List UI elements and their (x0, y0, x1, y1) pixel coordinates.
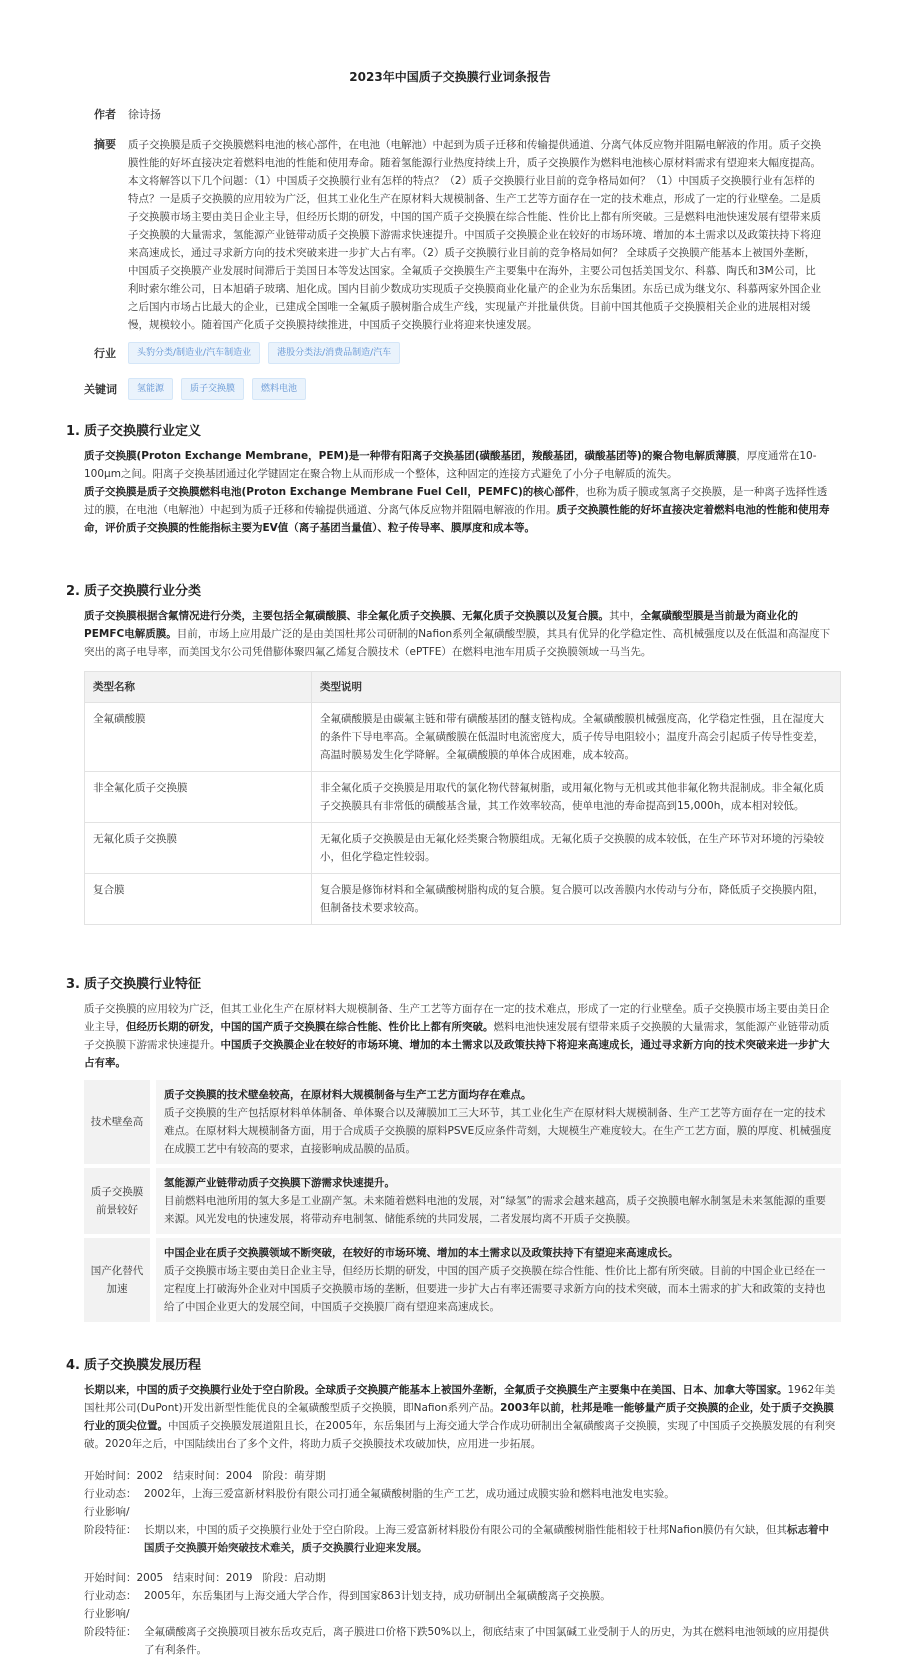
characteristic-item (84, 1168, 841, 1234)
table-header: 类型名称 (85, 672, 312, 703)
type-name: 非全氟化质子交换膜 (85, 772, 312, 823)
type-desc: 复合膜是修饰材料和全氟磺酸树脂构成的复合膜。复合膜可以改善膜内水传动与分布，降低质子交换膜内阻，但制备技术要求较高。 (312, 874, 841, 925)
author-label: 作者 (94, 108, 116, 121)
section-heading: 1. 质子交换膜行业定义 (66, 424, 202, 439)
characteristic-text: 质子交换膜的生产包括原材料单体制备、单体聚合以及薄膜加工三大环节，其工业化生产在原材料大规模制备、生产工艺等方面存在一定的技术难点。在原材料大规模制备方面，用于合成质子交换膜的原料PSVE反应条件苛刻，大规模生产难度较大。在生产工艺方面，膜的厚度、机械强度在成膜工艺中有较高的要求，直接影响成品膜的品质。 (164, 1107, 832, 1155)
table-row (85, 823, 841, 874)
characteristic-body (156, 1238, 841, 1322)
characteristic-body (156, 1080, 841, 1164)
paragraph: 长期以来，中国的质子交换膜行业处于空白阶段。全球质子交换膜产能基本上被国外垄断，全氟质子交换膜生产主要集中在美国、日本、加拿大等国家。1962年美国杜邦公司(DuPont)开发出新型性能优良的全氟磺酸型质子交换膜，即Nafion系列产品。2003年以前，杜邦是唯一能够量产质子交换膜的企业，处于质子交换膜行业的顶尖位置。中国质子交换膜发展道阻且长，在2005年，东岳集团与上海交通大学合作成功研制出全氟磺酸离子交换膜，实现了中国质子交换膜发展的有利突破。2020年之后，中国陆续出台了多个文件，将助力质子交换膜技术攻破加快，应用进一步拓展。 (84, 1384, 836, 1450)
keyword-tag[interactable]: 质子交换膜 (181, 378, 244, 400)
industry-tag[interactable]: 头豹分类/制造业/汽车制造业 (128, 342, 260, 364)
page-title: 2023年中国质子交换膜行业词条报告 (349, 70, 551, 84)
characteristic-label: 质子交换膜前景较好 (84, 1168, 150, 1234)
abstract-text: 质子交换膜是质子交换膜燃料电池的核心部件，在电池（电解池）中起到为质子迁移和传输提供通道、分离气体反应物并阻隔电解液的作用。质子交换膜性能的好坏直接决定着燃料电池的性能和使用寿命。随着氢能源行业热度持续上升，质子交换膜作为燃料电池核心原材料需求有望迎来大幅度提高。本文将解答以下几个问题：（1）中国质子交换膜行业有怎样的特点？（2）质子交换膜行业目前的竞争格局如何？（1）中国质子交换膜行业有怎样的特点？一是质子交换膜的应用较为广泛，但其工业化生产在原材料大规模制备、生产工艺等方面存在一定的技术难点，形成了一定的行业壁垒。二是质子交换膜市场主要由美日企业主导，但经历长期的研发，中国的国产质子交换膜在综合性能、性价比上都有所突破。三是燃料电池快速发展有望带来质子交换膜的大量需求，氢能源产业链带动质子交换膜下游需求快速提升。中国质子交换膜企业在较好的市场环境、增加的本土需求以及政策扶持下将迎来高速成长，通过寻求新方向的技术突破来进一步扩大占有率。（2）质子交换膜行业目前的竞争格局如何？ 全球质子交换膜产能基本上被国外垄断，中国质子交换膜产业发展时间滞后于美国日本等发达国家。全氟质子交换膜生产主要集中在海外，主要公司包括美国戈尔、科慕、陶氏和3M公司，比利时索尔维公司，日本旭硝子玻璃、旭化成。国内目前少数成功实现质子交换膜商业化量产的企业为东岳集团。东岳已成为继戈尔、科慕两家外国企业之后国内市场占比最大的企业，已建成全国唯一全氟质子膜树脂合成生产线，实现量产并批量供货。目前中国其他质子交换膜相关企业的进展相对缓慢，规模较小。随着国产化质子交换膜持续推进，中国质子交换膜行业将迎来快速发展。 (128, 139, 821, 331)
section-heading: 3. 质子交换膜行业特征 (66, 977, 202, 992)
table-row (85, 772, 841, 823)
characteristic-label: 国产化替代加速 (84, 1238, 150, 1322)
section-definition (66, 423, 836, 537)
abstract-label: 摘要 (94, 138, 116, 151)
section-classification (66, 583, 836, 925)
section-heading: 4. 质子交换膜发展历程 (66, 1358, 202, 1373)
type-name: 全氟磺酸膜 (85, 703, 312, 772)
keyword-tag[interactable]: 燃料电池 (252, 378, 306, 400)
paragraph: 质子交换膜是质子交换膜燃料电池(Proton Exchange Membrane Fuel Cell，PEMFC)的核心部件，也称为质子膜或氢离子交换膜，是一种离子选择性透过的膜，在电池（电解池）中起到为质子迁移和传输提供通道、分离气体反应物并阻隔电解液的作用。质子交换膜性能的好坏直接决定着燃料电池的性能和使用寿命，评价质子交换膜的性能指标主要为EV值（离子基团当量值）、粒子传导率、膜厚度和成本等。 (84, 486, 830, 534)
characteristic-heading: 中国企业在质子交换膜领域不断突破，在较好的市场环境、增加的本土需求以及政策扶持下有望迎来高速成长。 (164, 1247, 679, 1259)
classification-table (84, 671, 841, 925)
industry-tag[interactable]: 港股分类法/消费品制造/汽车 (268, 342, 400, 364)
characteristic-item (84, 1080, 841, 1164)
stage-feature: 阶段特征： 长期以来，中国的质子交换膜行业处于空白阶段。上海三爱富新材料股份有限公司的全氟磺酸树脂性能相较于杜邦Nafion膜仍有欠缺，但其标志着中国质子交换膜开始突破技术难关，质子交换膜行业迎来发展。 (84, 1524, 829, 1554)
characteristic-label: 技术壁垒高 (84, 1080, 150, 1164)
keyword-tag[interactable]: 氢能源 (128, 378, 173, 400)
timeline-stage (84, 1467, 836, 1557)
type-name: 无氟化质子交换膜 (85, 823, 312, 874)
table-row (85, 703, 841, 772)
characteristic-heading: 氢能源产业链带动质子交换膜下游需求快速提升。 (164, 1177, 395, 1189)
paragraph: 质子交换膜的应用较为广泛，但其工业化生产在原材料大规模制备、生产工艺等方面存在一定的技术难点，形成了一定的行业壁垒。质子交换膜市场主要由美日企业主导，但经历长期的研发，中国的国产质子交换膜在综合性能、性价比上都有所突破。燃料电池快速发展有望带来质子交换膜的大量需求，氢能源产业链带动质子交换膜下游需求快速提升。中国质子交换膜企业在较好的市场环境、增加的本土需求以及政策扶持下将迎来高速成长，通过寻求新方向的技术突破来进一步扩大占有率。 (84, 1003, 830, 1069)
author-name: 徐诗扬 (128, 108, 161, 121)
stage-period: 开始时间：2002 结束时间：2004 阶段：萌芽期 (84, 1470, 326, 1482)
characteristic-heading: 质子交换膜的技术壁垒较高，在原材料大规模制备与生产工艺方面均存在难点。 (164, 1089, 532, 1101)
characteristics-list (84, 1080, 841, 1322)
paragraph: 质子交换膜(Proton Exchange Membrane，PEM)是一种带有阳离子交换基团(磺酸基团，羧酸基团，磺酸基团等)的聚合物电解质薄膜，厚度通常在10-100μm之间。阳离子交换基团通过化学键固定在聚合物上从而形成一个整体，这种固定的连接方式避免了小分子电解质的流失。 (84, 450, 817, 480)
characteristic-text: 质子交换膜市场主要由美日企业主导，但经历长期的研发，中国的国产质子交换膜在综合性能、性价比上都有所突破。目前的中国企业已经在一定程度上打破海外企业对中国质子交换膜市场的垄断，但要进一步扩大占有率还需要寻求新方向的技术突破，而本土需求的扩大和政策的支持也给了中国企业更大的发展空间，中国质子交换膜厂商有望迎来高速成长。 (164, 1265, 826, 1313)
table-row (85, 874, 841, 925)
table-header-row (85, 672, 841, 703)
stage-news: 行业动态： 2002年，上海三爱富新材料股份有限公司打通全氟磺酸树脂的生产工艺，成功通过成膜实验和燃料电池发电实验。 (84, 1488, 675, 1500)
industry-tags (128, 342, 400, 364)
section-characteristics (66, 976, 836, 1326)
type-desc: 非全氟化质子交换膜是用取代的氯化物代替氟树脂，或用氟化物与无机或其他非氟化物共混制成。非全氟化质子交换膜具有非常低的磺酸基含量，其工作效率较高，使单电池的寿命提高到15,000h，成本相对较低。 (312, 772, 841, 823)
keyword-tags (128, 378, 306, 400)
stage-impact-label: 行业影响/ (84, 1506, 130, 1518)
type-name: 复合膜 (85, 874, 312, 925)
stage-period: 开始时间：2005 结束时间：2019 阶段：启动期 (84, 1572, 326, 1584)
keywords-label: 关键词 (84, 383, 117, 396)
stage-feature: 阶段特征： 全氟磺酸离子交换膜项目被东岳攻克后，离子膜进口价格下跌50%以上，彻底结束了中国氯碱工业受制于人的历史，为其在燃料电池领域的应用提供了有利条件。 (84, 1626, 829, 1656)
characteristic-body (156, 1168, 841, 1234)
section-history (66, 1357, 836, 1659)
table-header: 类型说明 (312, 672, 841, 703)
stage-impact-label: 行业影响/ (84, 1608, 130, 1620)
characteristic-text: 目前燃料电池所用的氢大多是工业副产氢。未来随着燃料电池的发展，对“绿氢”的需求会越来越高，质子交换膜电解水制氢是未来氢能源的重要来源。风光发电的快速发展，将带动弃电制氢、储能系统的共同发展，二者发展均离不开质子交换膜。 (164, 1195, 826, 1225)
type-desc: 全氟磺酸膜是由碳氟主链和带有磺酸基团的醚支链构成。全氟磺酸膜机械强度高，化学稳定性强，且在湿度大的条件下导电率高。全氟磺酸膜在低温时电流密度大，质子传导电阻较小；温度升高会引起质子传导性变差，高温时膜易发生化学降解。全氟磺酸膜的单体合成困难，成本较高。 (312, 703, 841, 772)
paragraph: 质子交换膜根据含氟情况进行分类，主要包括全氟磺酸膜、非全氟化质子交换膜、无氟化质子交换膜以及复合膜。其中，全氟磺酸型膜是当前最为商业化的PEMFC电解质膜。目前，市场上应用最广泛的是由美国杜邦公司研制的Nafion系列全氟磺酸型膜，其具有优异的化学稳定性、高机械强度以及在低温和高湿度下突出的离子电导率，而美国戈尔公司凭借膨体聚四氟乙烯复合膜技术（ePTFE）在燃料电池车用质子交换膜领域一马当先。 (84, 610, 831, 658)
timeline-stage (84, 1569, 836, 1659)
type-desc: 无氟化质子交换膜是由无氟化烃类聚合物膜组成。无氟化质子交换膜的成本较低，在生产环节对环境的污染较小，但化学稳定性较弱。 (312, 823, 841, 874)
industry-label: 行业 (94, 347, 116, 360)
section-heading: 2. 质子交换膜行业分类 (66, 584, 202, 599)
characteristic-item (84, 1238, 841, 1322)
stage-news: 行业动态： 2005年，东岳集团与上海交通大学合作，得到国家863计划支持，成功研制出全氟磺酸离子交换膜。 (84, 1590, 611, 1602)
